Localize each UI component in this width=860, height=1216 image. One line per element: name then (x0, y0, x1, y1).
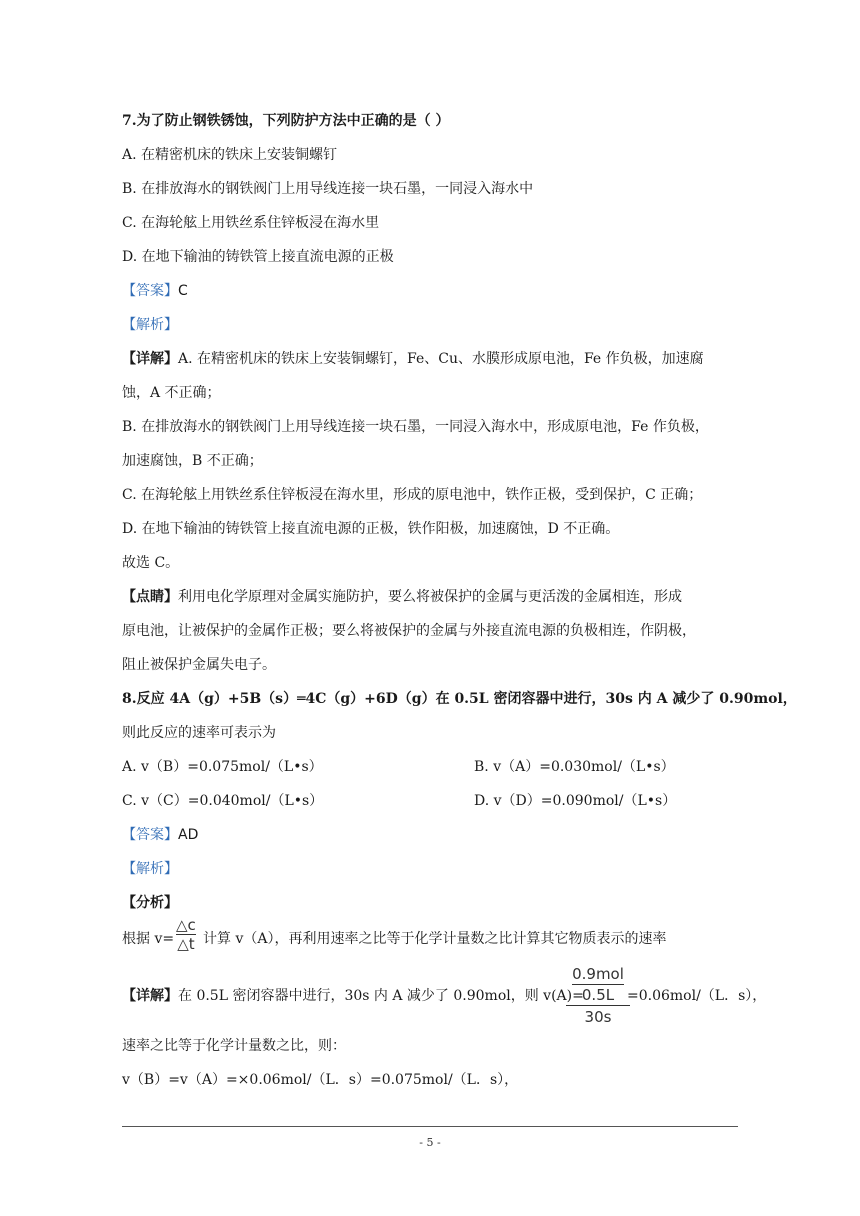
q8-fenxi-text: 计算 v（A），再利用速率之比等于化学计量数之比计算其它物质表示的速率 (203, 931, 667, 947)
q7-option-a: A. 在精密机床的铁床上安装铜螺钉 (122, 147, 338, 163)
q7-tip-line-3: 阻止被保护金属失电子。 (122, 657, 276, 673)
rate-formula-fraction (176, 916, 196, 953)
page-number: - 5 - (419, 1136, 441, 1149)
answer-value: C (178, 283, 188, 299)
q8-option-b: B. v（A）=0.030mol/（L•s） (474, 759, 675, 775)
q8-option-c: C. v（C）=0.040mol/（L•s） (122, 793, 324, 809)
q7-option-b: B. 在排放海水的钢铁阀门上用导线连接一块石墨，一同浸入海水中 (122, 181, 534, 197)
q8-detail-line-1 (122, 986, 584, 1006)
q8-fenxi-tag: 【分析】 (122, 895, 178, 911)
fraction-middle: 0.5L (572, 984, 624, 1005)
q8-option-d: D. v（D）=0.090mol/（L•s） (474, 793, 677, 809)
q8-detail-line-2: 速率之比等于化学计量数之比，则： (122, 1038, 346, 1054)
detail-text: A. 在精密机床的铁床上安装铜螺钉，Fe、Cu、水膜形成原电池，Fe 作负极，加速腐 (178, 351, 704, 367)
q7-detail-line-3: B. 在排放海水的钢铁阀门上用导线连接一块石墨，一同浸入海水中，形成原电池，Fe 作负极， (122, 419, 709, 435)
footer-rule (122, 1126, 738, 1127)
fraction-bottom: 30s (566, 1005, 630, 1028)
fraction-denominator: △t (177, 935, 195, 953)
answer-tag: 【答案】 (122, 283, 178, 299)
q7-tip-line-1 (122, 587, 682, 607)
q7-conclusion: 故选 C。 (122, 555, 180, 571)
q8-fenxi-prefix: 根据 v= (122, 931, 175, 947)
fraction-numerator: △c (176, 916, 196, 934)
q8-stem-line-2: 则此反应的速率可表示为 (122, 725, 276, 741)
q7-stem: 7.为了防止钢铁锈蚀，下列防护方法中正确的是（ ） (122, 113, 450, 129)
tip-text: 利用电化学原理对金属实施防护，要么将被保护的金属与更活泼的金属相连，形成 (178, 589, 682, 605)
q8-stem-line-1: 8.反应 4A（g）+5B（s）═4C（g）+6D（g）在 0.5L 密闭容器中进行，30s 内 A 减少了 0.90mol， (122, 691, 797, 707)
q7-answer (122, 281, 188, 301)
q7-detail-line-2: 蚀，A 不正确； (122, 385, 221, 401)
q7-analysis-tag: 【解析】 (122, 317, 178, 333)
q8-detail-line-3: v（B）=v（A）=×0.06mol/（L．s）=0.075mol/（L．s）， (122, 1072, 519, 1088)
detail-tag: 【详解】 (122, 988, 178, 1004)
q8-analysis-tag: 【解析】 (122, 861, 178, 877)
q7-detail-line-6: D. 在地下输油的铸铁管上接直流电源的正极，铁作阳极，加速腐蚀，D 不正确。 (122, 521, 620, 537)
q7-detail-line-5: C. 在海轮舷上用铁丝系住锌板浸在海水里，形成的原电池中，铁作正极，受到保护，C 正确； (122, 487, 703, 503)
q8-detail-result: =0.06mol/（L．s）， (627, 988, 767, 1004)
answer-tag: 【答案】 (122, 827, 178, 843)
q7-option-c: C. 在海轮舷上用铁丝系住锌板浸在海水里 (122, 215, 380, 231)
q8-answer (122, 825, 198, 845)
q7-option-d: D. 在地下输油的铸铁管上接直流电源的正极 (122, 249, 394, 265)
answer-value: AD (178, 827, 199, 843)
compound-fraction (566, 964, 630, 1028)
q8-option-a: A. v（B）=0.075mol/（L•s） (122, 759, 323, 775)
detail-tag: 【详解】 (122, 351, 178, 367)
q7-detail-line-1 (122, 349, 704, 369)
q7-detail-line-4: 加速腐蚀，B 不正确； (122, 453, 263, 469)
q7-tip-line-2: 原电池，让被保护的金属作正极；要么将被保护的金属与外接直流电源的负极相连，作阴极， (122, 623, 696, 639)
detail-text: 在 0.5L 密闭容器中进行，30s 内 A 减少了 0.90mol，则 v(A)= (178, 988, 584, 1004)
fraction-top: 0.9mol (572, 965, 624, 983)
tip-tag: 【点睛】 (122, 589, 178, 605)
